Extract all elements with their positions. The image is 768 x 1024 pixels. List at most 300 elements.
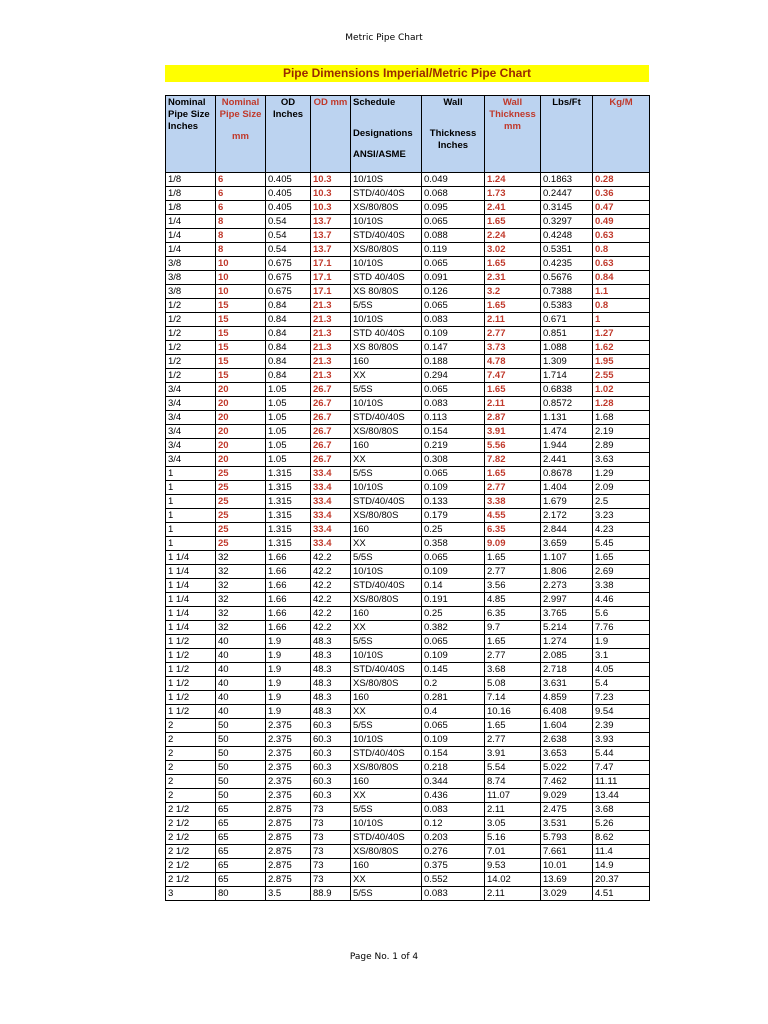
cell-kg-m: 0.8 xyxy=(593,299,650,313)
cell-od-mm: 42.2 xyxy=(311,593,351,607)
cell-schedule: STD/40/40S xyxy=(351,229,422,243)
cell-od-mm: 33.4 xyxy=(311,481,351,495)
cell-od-inches: 0.675 xyxy=(266,257,311,271)
cell-dn: 50 xyxy=(216,719,266,733)
cell-wall-inches: 0.552 xyxy=(422,873,485,887)
cell-od-mm: 60.3 xyxy=(311,775,351,789)
cell-od-mm: 73 xyxy=(311,817,351,831)
cell-wall-inches: 0.083 xyxy=(422,887,485,901)
cell-kg-m: 5.4 xyxy=(593,677,650,691)
cell-nps: 3/8 xyxy=(166,285,216,299)
cell-wall-inches: 0.088 xyxy=(422,229,485,243)
table-row xyxy=(166,271,650,285)
cell-nps: 2 1/2 xyxy=(166,817,216,831)
cell-nps: 3/4 xyxy=(166,397,216,411)
cell-nps: 1/4 xyxy=(166,229,216,243)
cell-kg-m: 0.49 xyxy=(593,215,650,229)
cell-wall-mm: 9.7 xyxy=(485,621,541,635)
table-row xyxy=(166,341,650,355)
cell-wall-inches: 0.147 xyxy=(422,341,485,355)
cell-wall-mm: 1.65 xyxy=(485,383,541,397)
cell-schedule: XS/80/80S xyxy=(351,593,422,607)
cell-kg-m: 7.76 xyxy=(593,621,650,635)
cell-schedule: 10/10S xyxy=(351,397,422,411)
cell-nps: 1/2 xyxy=(166,327,216,341)
cell-lbs-ft: 3.531 xyxy=(541,817,593,831)
header-wall-mm: Wall Thickness mm xyxy=(485,96,541,173)
table-row xyxy=(166,257,650,271)
cell-nps: 3/4 xyxy=(166,383,216,397)
cell-kg-m: 1.68 xyxy=(593,411,650,425)
cell-od-inches: 2.375 xyxy=(266,761,311,775)
cell-wall-mm: 1.65 xyxy=(485,551,541,565)
cell-wall-mm: 1.65 xyxy=(485,257,541,271)
cell-wall-mm: 3.91 xyxy=(485,425,541,439)
cell-kg-m: 1.62 xyxy=(593,341,650,355)
cell-schedule: 10/10S xyxy=(351,481,422,495)
cell-dn: 15 xyxy=(216,355,266,369)
cell-kg-m: 4.23 xyxy=(593,523,650,537)
cell-od-mm: 48.3 xyxy=(311,705,351,719)
cell-wall-mm: 2.77 xyxy=(485,733,541,747)
cell-wall-mm: 2.11 xyxy=(485,887,541,901)
cell-wall-inches: 0.12 xyxy=(422,817,485,831)
cell-wall-inches: 0.276 xyxy=(422,845,485,859)
cell-wall-mm: 1.65 xyxy=(485,635,541,649)
table-row xyxy=(166,467,650,481)
cell-nps: 1 xyxy=(166,481,216,495)
cell-schedule: XS/80/80S xyxy=(351,425,422,439)
cell-od-inches: 1.05 xyxy=(266,397,311,411)
cell-schedule: XS/80/80S xyxy=(351,845,422,859)
table-row xyxy=(166,775,650,789)
cell-nps: 1 xyxy=(166,523,216,537)
cell-dn: 20 xyxy=(216,425,266,439)
cell-wall-mm: 1.65 xyxy=(485,719,541,733)
cell-dn: 32 xyxy=(216,607,266,621)
cell-wall-inches: 0.091 xyxy=(422,271,485,285)
cell-lbs-ft: 0.3145 xyxy=(541,201,593,215)
cell-nps: 2 1/2 xyxy=(166,859,216,873)
cell-dn: 15 xyxy=(216,327,266,341)
cell-lbs-ft: 1.714 xyxy=(541,369,593,383)
cell-kg-m: 4.05 xyxy=(593,663,650,677)
cell-schedule: 160 xyxy=(351,439,422,453)
cell-wall-inches: 0.375 xyxy=(422,859,485,873)
cell-lbs-ft: 0.5676 xyxy=(541,271,593,285)
table-row xyxy=(166,397,650,411)
cell-lbs-ft: 0.2447 xyxy=(541,187,593,201)
cell-schedule: XX xyxy=(351,621,422,635)
table-row xyxy=(166,887,650,901)
page-footer: Page No. 1 of 4 xyxy=(349,952,419,962)
header-dn: Nominal Pipe Size mm xyxy=(216,96,266,173)
cell-od-mm: 48.3 xyxy=(311,635,351,649)
cell-od-inches: 1.66 xyxy=(266,579,311,593)
cell-lbs-ft: 1.944 xyxy=(541,439,593,453)
cell-nps: 3/8 xyxy=(166,257,216,271)
cell-wall-inches: 0.113 xyxy=(422,411,485,425)
cell-lbs-ft: 2.844 xyxy=(541,523,593,537)
cell-dn: 15 xyxy=(216,369,266,383)
cell-schedule: 160 xyxy=(351,691,422,705)
cell-nps: 1/2 xyxy=(166,299,216,313)
cell-od-mm: 60.3 xyxy=(311,747,351,761)
cell-lbs-ft: 3.631 xyxy=(541,677,593,691)
cell-schedule: STD/40/40S xyxy=(351,495,422,509)
cell-od-mm: 33.4 xyxy=(311,467,351,481)
cell-wall-mm: 9.09 xyxy=(485,537,541,551)
cell-od-inches: 0.84 xyxy=(266,341,311,355)
cell-wall-mm: 5.54 xyxy=(485,761,541,775)
cell-nps: 1/2 xyxy=(166,313,216,327)
cell-lbs-ft: 4.859 xyxy=(541,691,593,705)
table-row xyxy=(166,425,650,439)
cell-kg-m: 0.84 xyxy=(593,271,650,285)
cell-dn: 32 xyxy=(216,551,266,565)
cell-kg-m: 2.19 xyxy=(593,425,650,439)
cell-od-mm: 13.7 xyxy=(311,243,351,257)
cell-dn: 40 xyxy=(216,635,266,649)
cell-wall-inches: 0.109 xyxy=(422,733,485,747)
cell-lbs-ft: 2.172 xyxy=(541,509,593,523)
cell-schedule: 10/10S xyxy=(351,215,422,229)
table-row xyxy=(166,733,650,747)
cell-kg-m: 5.45 xyxy=(593,537,650,551)
cell-dn: 15 xyxy=(216,313,266,327)
cell-kg-m: 5.44 xyxy=(593,747,650,761)
cell-dn: 8 xyxy=(216,229,266,243)
cell-dn: 40 xyxy=(216,691,266,705)
cell-dn: 40 xyxy=(216,649,266,663)
cell-od-inches: 0.405 xyxy=(266,187,311,201)
cell-wall-mm: 3.05 xyxy=(485,817,541,831)
cell-nps: 1 xyxy=(166,495,216,509)
cell-kg-m: 7.23 xyxy=(593,691,650,705)
cell-schedule: 5/5S xyxy=(351,719,422,733)
cell-wall-inches: 0.219 xyxy=(422,439,485,453)
cell-lbs-ft: 0.4235 xyxy=(541,257,593,271)
cell-wall-inches: 0.119 xyxy=(422,243,485,257)
cell-kg-m: 1 xyxy=(593,313,650,327)
header-wall-inches: Wall Thickness Inches xyxy=(422,96,485,173)
cell-nps: 1/4 xyxy=(166,243,216,257)
cell-od-mm: 33.4 xyxy=(311,509,351,523)
table-header-row xyxy=(166,96,650,173)
cell-od-mm: 21.3 xyxy=(311,299,351,313)
cell-lbs-ft: 2.718 xyxy=(541,663,593,677)
cell-lbs-ft: 0.671 xyxy=(541,313,593,327)
cell-wall-inches: 0.068 xyxy=(422,187,485,201)
cell-od-mm: 60.3 xyxy=(311,719,351,733)
cell-od-mm: 21.3 xyxy=(311,355,351,369)
cell-wall-inches: 0.281 xyxy=(422,691,485,705)
cell-dn: 6 xyxy=(216,201,266,215)
cell-dn: 25 xyxy=(216,481,266,495)
cell-lbs-ft: 1.604 xyxy=(541,719,593,733)
cell-wall-mm: 2.77 xyxy=(485,565,541,579)
cell-od-mm: 73 xyxy=(311,803,351,817)
cell-od-mm: 42.2 xyxy=(311,551,351,565)
cell-schedule: STD/40/40S xyxy=(351,411,422,425)
cell-nps: 3/4 xyxy=(166,453,216,467)
cell-dn: 32 xyxy=(216,621,266,635)
cell-nps: 1 1/2 xyxy=(166,635,216,649)
cell-lbs-ft: 3.653 xyxy=(541,747,593,761)
cell-kg-m: 9.54 xyxy=(593,705,650,719)
cell-kg-m: 11.11 xyxy=(593,775,650,789)
cell-dn: 20 xyxy=(216,439,266,453)
cell-kg-m: 0.8 xyxy=(593,243,650,257)
cell-nps: 2 xyxy=(166,789,216,803)
cell-od-inches: 2.875 xyxy=(266,803,311,817)
cell-wall-inches: 0.154 xyxy=(422,425,485,439)
cell-wall-mm: 3.91 xyxy=(485,747,541,761)
cell-nps: 3 xyxy=(166,887,216,901)
cell-kg-m: 4.51 xyxy=(593,887,650,901)
cell-od-mm: 60.3 xyxy=(311,733,351,747)
cell-lbs-ft: 6.408 xyxy=(541,705,593,719)
cell-lbs-ft: 1.088 xyxy=(541,341,593,355)
cell-od-inches: 1.66 xyxy=(266,551,311,565)
table-row xyxy=(166,705,650,719)
cell-od-inches: 1.9 xyxy=(266,677,311,691)
cell-wall-mm: 3.38 xyxy=(485,495,541,509)
table-body xyxy=(166,173,650,901)
cell-od-inches: 1.9 xyxy=(266,649,311,663)
cell-lbs-ft: 5.214 xyxy=(541,621,593,635)
cell-dn: 32 xyxy=(216,579,266,593)
cell-schedule: XX xyxy=(351,369,422,383)
cell-od-inches: 0.54 xyxy=(266,243,311,257)
cell-lbs-ft: 0.5383 xyxy=(541,299,593,313)
cell-od-mm: 60.3 xyxy=(311,789,351,803)
cell-od-inches: 0.405 xyxy=(266,173,311,187)
cell-wall-mm: 6.35 xyxy=(485,607,541,621)
cell-dn: 40 xyxy=(216,663,266,677)
cell-nps: 1/8 xyxy=(166,201,216,215)
cell-dn: 20 xyxy=(216,397,266,411)
table-row xyxy=(166,551,650,565)
header-kg-m: Kg/M xyxy=(593,96,650,173)
cell-schedule: XX xyxy=(351,705,422,719)
cell-nps: 1 xyxy=(166,467,216,481)
cell-dn: 6 xyxy=(216,187,266,201)
cell-od-inches: 1.05 xyxy=(266,411,311,425)
cell-nps: 3/4 xyxy=(166,439,216,453)
cell-schedule: 5/5S xyxy=(351,299,422,313)
cell-nps: 2 1/2 xyxy=(166,845,216,859)
cell-lbs-ft: 1.309 xyxy=(541,355,593,369)
cell-od-mm: 60.3 xyxy=(311,761,351,775)
cell-schedule: XS 80/80S xyxy=(351,341,422,355)
cell-nps: 1 1/4 xyxy=(166,607,216,621)
cell-dn: 15 xyxy=(216,341,266,355)
cell-wall-inches: 0.358 xyxy=(422,537,485,551)
cell-wall-mm: 7.47 xyxy=(485,369,541,383)
cell-nps: 2 1/2 xyxy=(166,831,216,845)
cell-od-inches: 2.875 xyxy=(266,845,311,859)
cell-lbs-ft: 7.462 xyxy=(541,775,593,789)
cell-nps: 1 xyxy=(166,509,216,523)
cell-od-mm: 26.7 xyxy=(311,453,351,467)
cell-wall-mm: 2.11 xyxy=(485,397,541,411)
table-row xyxy=(166,803,650,817)
cell-lbs-ft: 2.441 xyxy=(541,453,593,467)
cell-schedule: 160 xyxy=(351,775,422,789)
header-od-mm: OD mm xyxy=(311,96,351,173)
cell-schedule: STD/40/40S xyxy=(351,579,422,593)
cell-dn: 50 xyxy=(216,761,266,775)
table-row xyxy=(166,845,650,859)
cell-od-inches: 0.675 xyxy=(266,271,311,285)
cell-od-mm: 48.3 xyxy=(311,691,351,705)
cell-od-inches: 3.5 xyxy=(266,887,311,901)
cell-od-mm: 73 xyxy=(311,845,351,859)
cell-wall-mm: 2.24 xyxy=(485,229,541,243)
cell-schedule: 160 xyxy=(351,523,422,537)
cell-dn: 20 xyxy=(216,453,266,467)
cell-od-inches: 1.315 xyxy=(266,537,311,551)
cell-od-mm: 33.4 xyxy=(311,523,351,537)
table-row xyxy=(166,229,650,243)
cell-schedule: 5/5S xyxy=(351,887,422,901)
cell-lbs-ft: 0.7388 xyxy=(541,285,593,299)
table-row xyxy=(166,313,650,327)
cell-wall-inches: 0.109 xyxy=(422,481,485,495)
cell-kg-m: 0.28 xyxy=(593,173,650,187)
cell-dn: 65 xyxy=(216,845,266,859)
cell-kg-m: 2.69 xyxy=(593,565,650,579)
cell-lbs-ft: 0.6838 xyxy=(541,383,593,397)
cell-od-inches: 2.375 xyxy=(266,733,311,747)
cell-nps: 2 1/2 xyxy=(166,803,216,817)
cell-od-mm: 48.3 xyxy=(311,649,351,663)
cell-wall-mm: 3.73 xyxy=(485,341,541,355)
table-row xyxy=(166,831,650,845)
chart-title: Pipe Dimensions Imperial/Metric Pipe Chart xyxy=(165,65,649,82)
cell-nps: 1 1/4 xyxy=(166,593,216,607)
cell-od-mm: 42.2 xyxy=(311,565,351,579)
cell-nps: 2 1/2 xyxy=(166,873,216,887)
cell-od-inches: 2.375 xyxy=(266,775,311,789)
cell-dn: 8 xyxy=(216,243,266,257)
cell-od-inches: 0.84 xyxy=(266,299,311,313)
cell-od-inches: 1.05 xyxy=(266,453,311,467)
cell-wall-mm: 1.65 xyxy=(485,215,541,229)
cell-wall-mm: 2.31 xyxy=(485,271,541,285)
cell-nps: 1/4 xyxy=(166,215,216,229)
cell-nps: 1/2 xyxy=(166,369,216,383)
cell-dn: 50 xyxy=(216,733,266,747)
cell-od-mm: 48.3 xyxy=(311,663,351,677)
cell-wall-mm: 11.07 xyxy=(485,789,541,803)
pipe-chart-table xyxy=(165,95,650,901)
cell-kg-m: 0.63 xyxy=(593,229,650,243)
cell-lbs-ft: 3.765 xyxy=(541,607,593,621)
cell-lbs-ft: 13.69 xyxy=(541,873,593,887)
cell-wall-inches: 0.14 xyxy=(422,579,485,593)
cell-lbs-ft: 1.107 xyxy=(541,551,593,565)
cell-schedule: STD/40/40S xyxy=(351,831,422,845)
cell-od-inches: 1.05 xyxy=(266,425,311,439)
cell-wall-mm: 2.11 xyxy=(485,313,541,327)
cell-od-mm: 26.7 xyxy=(311,397,351,411)
cell-wall-inches: 0.25 xyxy=(422,523,485,537)
cell-wall-mm: 1.65 xyxy=(485,467,541,481)
header-lbs-ft: Lbs/Ft xyxy=(541,96,593,173)
cell-nps: 3/4 xyxy=(166,411,216,425)
table-row xyxy=(166,747,650,761)
cell-od-mm: 17.1 xyxy=(311,285,351,299)
cell-kg-m: 0.36 xyxy=(593,187,650,201)
cell-wall-mm: 2.87 xyxy=(485,411,541,425)
cell-dn: 65 xyxy=(216,817,266,831)
table-row xyxy=(166,355,650,369)
cell-od-mm: 21.3 xyxy=(311,341,351,355)
table-row xyxy=(166,523,650,537)
cell-schedule: XX xyxy=(351,873,422,887)
cell-od-inches: 0.84 xyxy=(266,313,311,327)
cell-wall-inches: 0.065 xyxy=(422,257,485,271)
table-row xyxy=(166,299,650,313)
cell-od-mm: 10.3 xyxy=(311,187,351,201)
cell-schedule: XX xyxy=(351,453,422,467)
cell-kg-m: 2.09 xyxy=(593,481,650,495)
header-schedule: Schedule Designations ANSI/ASME xyxy=(351,96,422,173)
cell-kg-m: 1.9 xyxy=(593,635,650,649)
cell-wall-inches: 0.203 xyxy=(422,831,485,845)
cell-wall-mm: 9.53 xyxy=(485,859,541,873)
cell-dn: 8 xyxy=(216,215,266,229)
table-row xyxy=(166,369,650,383)
cell-dn: 65 xyxy=(216,873,266,887)
cell-nps: 3/4 xyxy=(166,425,216,439)
cell-dn: 6 xyxy=(216,173,266,187)
cell-schedule: STD 40/40S xyxy=(351,327,422,341)
cell-schedule: 5/5S xyxy=(351,803,422,817)
cell-nps: 1 1/2 xyxy=(166,677,216,691)
cell-schedule: 5/5S xyxy=(351,551,422,565)
cell-kg-m: 1.29 xyxy=(593,467,650,481)
cell-od-mm: 21.3 xyxy=(311,327,351,341)
cell-dn: 10 xyxy=(216,257,266,271)
table-row xyxy=(166,691,650,705)
cell-od-inches: 1.05 xyxy=(266,383,311,397)
cell-schedule: 5/5S xyxy=(351,467,422,481)
cell-kg-m: 0.47 xyxy=(593,201,650,215)
cell-dn: 20 xyxy=(216,411,266,425)
cell-dn: 25 xyxy=(216,523,266,537)
cell-od-mm: 17.1 xyxy=(311,271,351,285)
cell-wall-mm: 3.56 xyxy=(485,579,541,593)
cell-wall-inches: 0.218 xyxy=(422,761,485,775)
table-row xyxy=(166,663,650,677)
cell-nps: 1 1/2 xyxy=(166,663,216,677)
cell-wall-inches: 0.294 xyxy=(422,369,485,383)
cell-nps: 2 xyxy=(166,747,216,761)
cell-dn: 50 xyxy=(216,747,266,761)
cell-wall-inches: 0.344 xyxy=(422,775,485,789)
cell-kg-m: 11.4 xyxy=(593,845,650,859)
cell-od-inches: 1.315 xyxy=(266,467,311,481)
table-row xyxy=(166,565,650,579)
cell-od-mm: 33.4 xyxy=(311,495,351,509)
cell-od-inches: 1.05 xyxy=(266,439,311,453)
cell-kg-m: 3.1 xyxy=(593,649,650,663)
cell-wall-mm: 2.11 xyxy=(485,803,541,817)
cell-schedule: 160 xyxy=(351,859,422,873)
